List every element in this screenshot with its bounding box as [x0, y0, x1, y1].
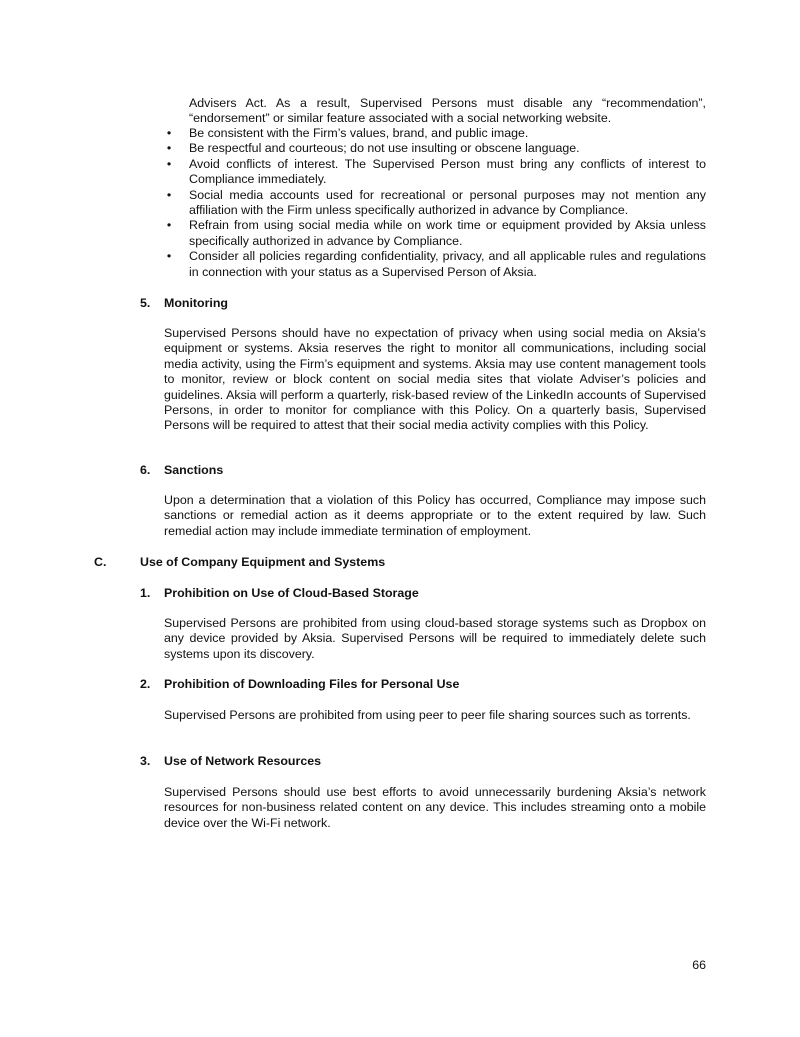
bullet-item	[164, 126, 706, 141]
bullet-text: Be respectful and courteous; do not use insulting or obscene language.	[189, 141, 580, 156]
bullet-icon: •	[166, 126, 172, 140]
sanctions-paragraph: Upon a determination that a violation of this Policy has occurred, Compliance may impose such sanctions or remedial action as it deems appropriate or to the extent required by law. Such remedial action may include immediate termination of employment.	[164, 493, 706, 538]
bullet-text: Social media accounts used for recreational or personal purposes may not mention any affiliation with the Firm unless specifically authorized in advance by Compliance.	[189, 187, 706, 218]
monitoring-heading: Monitoring	[164, 296, 228, 310]
intro-continuation-paragraph: Advisers Act. As a result, Supervised Persons must disable any “recommendation”, “endorsement” or similar feature associated with a social networking website.	[189, 96, 706, 126]
section-c-heading: Use of Company Equipment and Systems	[140, 555, 386, 569]
network-number: 3.	[140, 754, 151, 768]
bullet-text: Consider all policies regarding confidentiality, privacy, and all applicable rules and regulations in connection with your status as a Supervised Person of Aksia.	[189, 249, 706, 279]
network-heading: Use of Network Resources	[164, 754, 322, 768]
monitoring-number: 5.	[140, 296, 151, 310]
bullet-item	[164, 249, 706, 280]
bullet-text: Avoid conflicts of interest. The Supervised Person must bring any conflicts of interest to Compliance immediately.	[189, 156, 706, 187]
page-number: 66	[692, 958, 706, 972]
bullet-item	[164, 141, 706, 156]
bullet-text: Be consistent with the Firm’s values, brand, and public image.	[189, 126, 529, 140]
cloud-number: 1.	[140, 586, 151, 600]
section-c-letter: C.	[94, 555, 107, 569]
sanctions-heading: Sanctions	[164, 463, 224, 477]
downloading-number: 2.	[140, 677, 151, 691]
cloud-heading: Prohibition on Use of Cloud-Based Storage	[164, 586, 419, 600]
bullet-icon: •	[166, 156, 172, 171]
bullet-text: Refrain from using social media while on work time or equipment provided by Aksia unless specifically authorized in advance by Compliance.	[189, 218, 706, 248]
downloading-heading: Prohibition of Downloading Files for Personal Use	[164, 677, 460, 691]
bullet-item	[164, 218, 706, 249]
bullet-icon: •	[166, 218, 172, 233]
bullet-icon: •	[166, 187, 172, 202]
network-paragraph: Supervised Persons should use best efforts to avoid unnecessarily burdening Aksia’s network resources for non-business related content on any device. This includes streaming onto a mobile device over the Wi-Fi network.	[164, 785, 706, 830]
bullet-icon: •	[166, 141, 172, 156]
bullet-icon: •	[166, 249, 172, 264]
cloud-paragraph: Supervised Persons are prohibited from using cloud-based storage systems such as Dropbox on any device provided by Aksia. Supervised Persons will be required to immediately delete such systems upon its discovery.	[164, 616, 706, 661]
sanctions-number: 6.	[140, 463, 151, 477]
guidelines-bullet-list	[164, 126, 706, 280]
bullet-item	[164, 157, 706, 188]
monitoring-paragraph: Supervised Persons should have no expectation of privacy when using social media on Aksia’s equipment or systems. Aksia reserves the right to monitor all communications, including social media activity, using the Firm’s equipment and systems. Aksia may use content management tools to monitor, review or block content on social media sites that violate Adviser’s policies and guidelines. Aksia will perform a quarterly, risk-based review of the LinkedIn accounts of Supervised Persons, in order to monitor for compliance with this Policy. On a quarterly basis, Supervised Persons will be required to attest that their social media activity complies with this Policy.	[164, 326, 706, 433]
bullet-item	[164, 188, 706, 219]
downloading-paragraph: Supervised Persons are prohibited from using peer to peer file sharing sources such as torrents.	[164, 708, 691, 722]
